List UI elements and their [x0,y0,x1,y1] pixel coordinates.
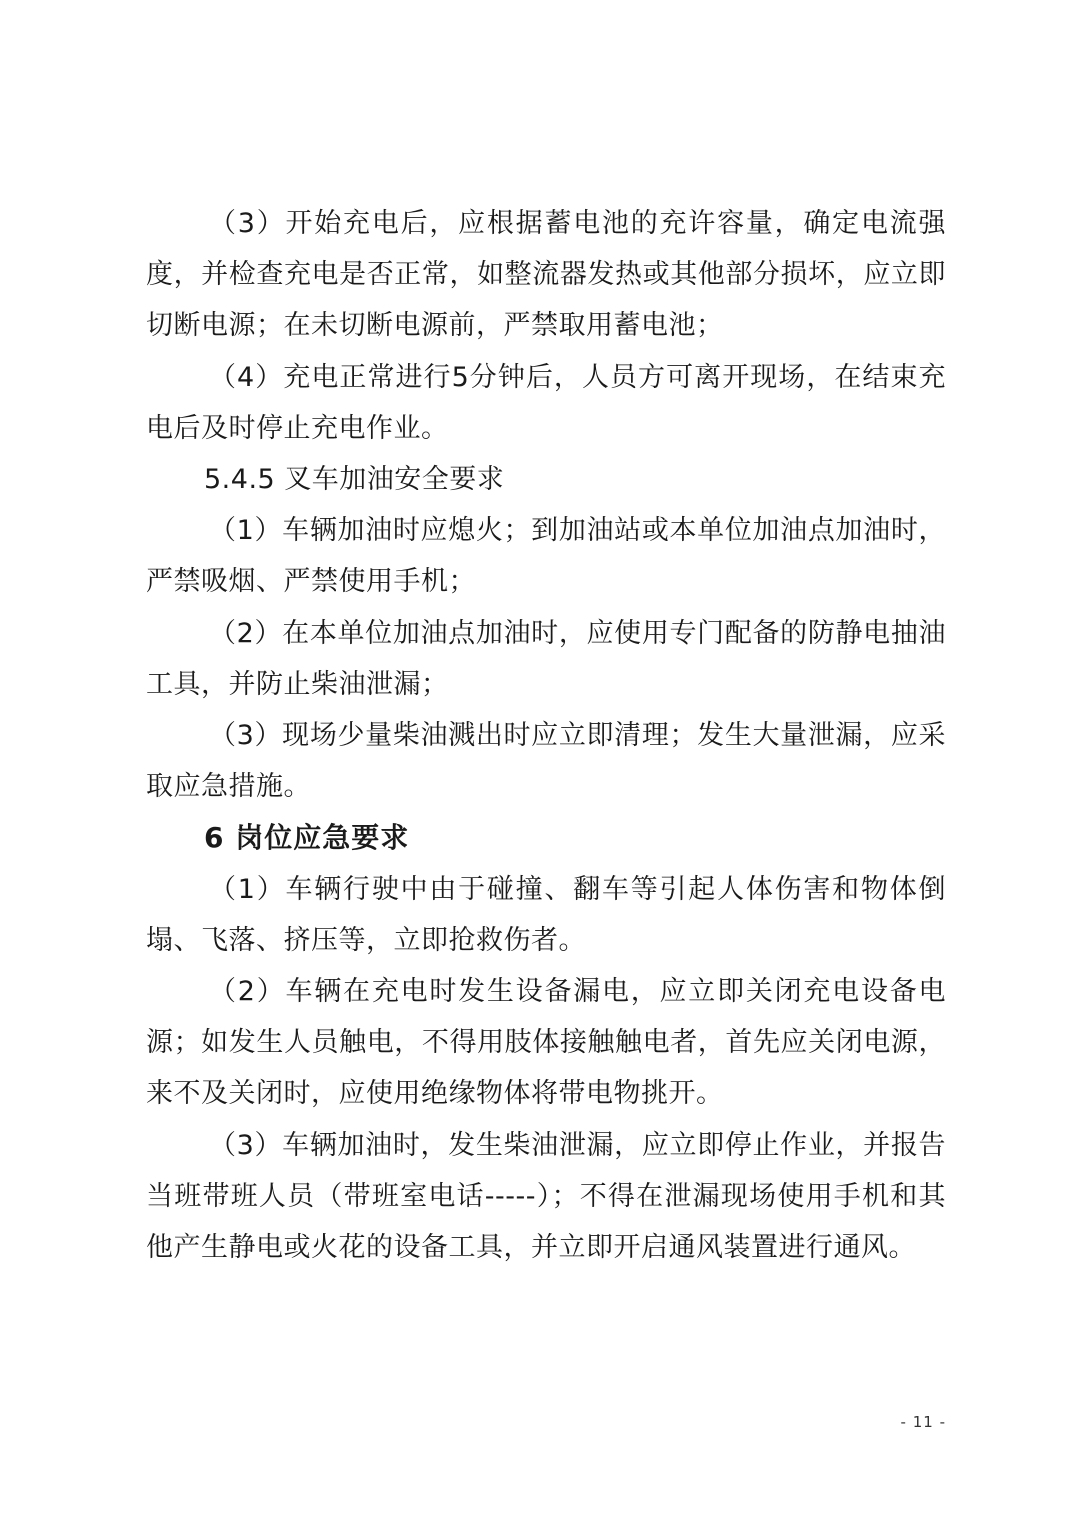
page-number: - 11 - [900,1413,946,1431]
paragraph-emergency-step-2: （2）车辆在充电时发生设备漏电，应立即关闭充电设备电源；如发生人员触电，不得用肢体接触触电者，首先应关闭电源，来不及关闭时，应使用绝缘物体将带电物挑开。 [146,976,946,1110]
paragraph-refuel-step-1: （1）车辆加油时应熄火；到加油站或本单位加油点加油时，严禁吸烟、严禁使用手机； [146,515,946,598]
section-heading-5-4-5: 5.4.5 叉车加油安全要求 [204,464,505,496]
paragraph-emergency-step-3: （3）车辆加油时，发生柴油泄漏，应立即停止作业，并报告当班带班人员（带班室电话-----）；不得在泄漏现场使用手机和其他产生静电或火花的设备工具，并立即开启通风装置进行通风。 [146,1129,946,1264]
paragraph-emergency-step-1: （1）车辆行驶中由于碰撞、翻车等引起人体伤害和物体倒塌、飞落、挤压等，立即抢救伤者。 [146,873,946,956]
section-heading-6: 6 岗位应急要求 [204,821,410,855]
paragraph-charging-step-4: （4）充电正常进行5分钟后，人员方可离开现场，在结束充电后及时停止充电作业。 [146,361,946,444]
paragraph-charging-step-3: （3）开始充电后，应根据蓄电池的充许容量，确定电流强度，并检查充电是否正常，如整流器发热或其他部分损坏，应立即切断电源；在未切断电源前，严禁取用蓄电池； [146,208,946,342]
document-body [146,198,946,1273]
paragraph-refuel-step-2: （2）在本单位加油点加油时，应使用专门配备的防静电抽油工具，并防止柴油泄漏； [146,617,946,700]
paragraph-refuel-step-3: （3）现场少量柴油溅出时应立即清理；发生大量泄漏，应采取应急措施。 [146,720,946,803]
